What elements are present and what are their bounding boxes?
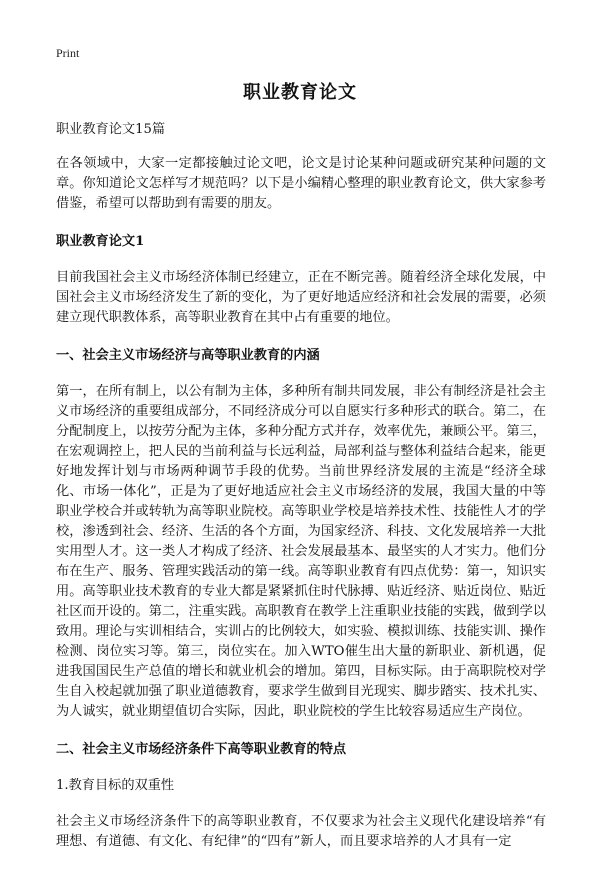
subtitle: 职业教育论文15篇 (56, 122, 166, 137)
page-title: 职业教育论文 (243, 82, 357, 103)
intro-paragraph: 在各领域中，大家一定都接触过论文吧，论文是讨论某种问题或研究某种问题的文章。你知道论文怎样写才规范吗？以下是小编精心整理的职业教育论文，供大家参考借鉴，希望可以帮助到有需要的朋友。 (56, 156, 546, 211)
document-body (56, 120, 546, 870)
section-title: 职业教育论文1 (56, 234, 145, 249)
paragraph-2: 第一，在所有制上，以公有制为主体，多种所有制共同发展，非公有制经济是社会主义市场经济的重要组成部分，不同经济成分可以自愿实行多种形式的联合。第二，在分配制度上，以按劳分配为主体，多种分配方式并存，效率优先，兼顾公平。第三，在宏观调控上，把人民的当前利益与长远利益，局部利益与整体利益结合起来，能更好地发挥计划与市场两种调节手段的优势。当前世界经济发展的主流是“经济全球化、市场一体化”，正是为了更好地适应社会主义市场经济的发展，我国大量的中等职业学校合并或转轨为高等职业院校。高等职业学校是培养技术性、技能性人才的学校，渗透到社会、经济、生活的各个方面，为国家经济、科技、文化发展培养一大批实用型人才。这一类人才构成了经济、社会发展最基本、最坚实的人才实力。他们分布在生产、服务、管理实践活动的第一线。高等职业教育有四点优势：第一，知识实用。高等职业技术教育的专业大都是紧紧抓住时代脉搏、贴近经济、贴近岗位、贴近社区而开设的。第二，注重实践。高职教育在教学上注重职业技能的实践，做到学以致用。理论与实训相结合，实训占的比例较大，如实验、模拟训练、技能实训、操作检测、岗位实习等。第三，岗位实在。加入WTO催生出大量的新职业、新机遇，促进我国国民生产总值的增长和就业机会的增加。第四，目标实际。由于高职院校对学生自入校起就加强了职业道德教育，要求学生做到目光现实、脚步踏实、技术扎实、为人诚实，就业期望值切合实际，因此，职业院校的学生比较容易适应生产岗位。 (56, 384, 546, 719)
print-label: Print (56, 46, 80, 60)
heading-2-1: 1.教育目标的双重性 (56, 778, 175, 793)
heading-1: 一、社会主义市场经济与高等职业教育的内涵 (56, 348, 320, 363)
paragraph-1: 目前我国社会主义市场经济体制已经建立，正在不断完善。随着经济全球化发展，中国社会主义市场经济发生了新的变化，为了更好地适应经济和社会发展的需要，必须建立现代职教体系，高等职业教育在其中占有重要的地位。 (56, 270, 546, 325)
paragraph-3: 社会主义市场经济条件下的高等职业教育，不仅要求为社会主义现代化建设培养“有理想、有道德、有文化、有纪律”的“四有”新人，而且要求培养的人才具有一定 (56, 814, 546, 849)
heading-2: 二、社会主义市场经济条件下高等职业教育的特点 (56, 742, 347, 757)
